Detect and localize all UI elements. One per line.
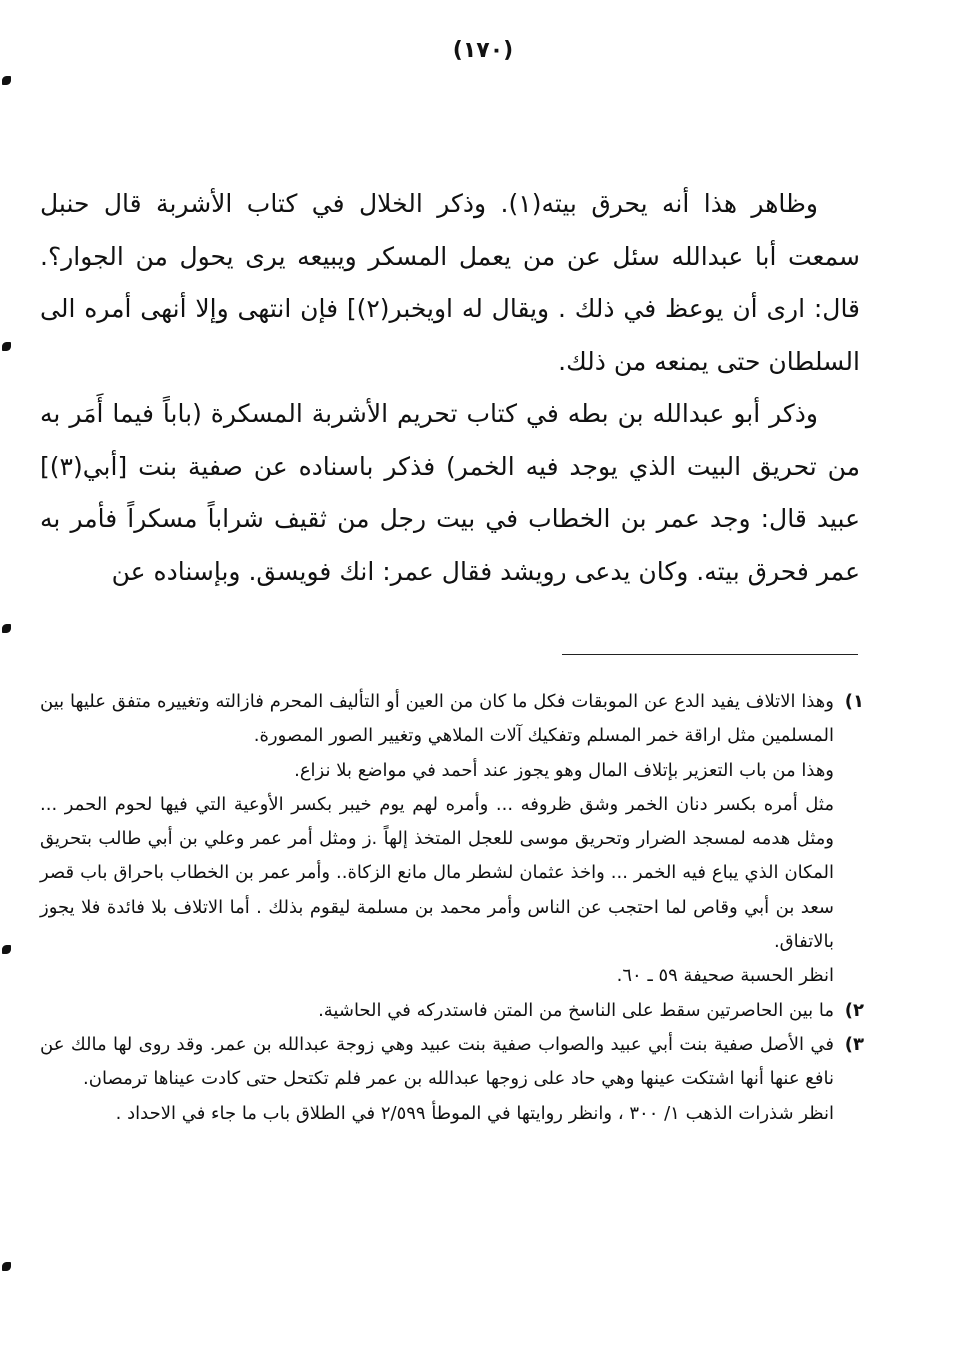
margin-mark bbox=[2, 1262, 11, 1271]
footnote-body bbox=[40, 685, 834, 994]
margin-mark bbox=[2, 342, 11, 351]
footnote-paragraph: انظر شذرات الذهب ١/ ٣٠٠ ، وانظر روايتها في الموطأ ٢/٥٩٩ في الطلاق باب ما جاء في الاحداد . bbox=[115, 1102, 834, 1124]
margin-mark bbox=[2, 624, 11, 633]
footnote-number: ٢) bbox=[844, 999, 864, 1021]
footnote-body bbox=[40, 1028, 834, 1131]
footnote-paragraph: مثل أمره بكسر دنان الخمر وشق ظروفه ... وأمره لهم يوم خيبر بكسر الأوعية التي فيها لحوم الحمر ... ومثل هدمه لمسجد الضرار وتحريق موسى للعجل المتخذ إلهاً .ز ومثل أمر عمر وعلي بن أبي طالب بتحريق المكان الذي يباع فيه الخمر ... واخذ عثمان لشطر مال مانع الزكاة.. وأمر عمر بن الخطاب باحراق باب قصر سعد بن أبي وقاص لما احتجب عن الناس وأمر محمد بن مسلمة ليقوم بذلك . أما الاتلاف بلا فائدة فلا يجوز بالاتفاق. bbox=[40, 793, 834, 953]
footnote-body bbox=[40, 994, 834, 1028]
footnote-separator bbox=[562, 654, 858, 655]
footnote-paragraph: وهذا الاتلاف يفيد الدع عن الموبقات فكل ما كان من العين أو التأليف المحرم فازالته وتغييره متفق عليها بين المسلمين مثل اراقة خمر المسلم وتفكيك آلات الملاهي وتغيير الصور المصورة. bbox=[40, 691, 834, 747]
footnote-1 bbox=[40, 685, 864, 994]
footnote-number: ١) bbox=[844, 691, 864, 712]
main-paragraph-2: وذكر أبو عبدالله بن بطه في كتاب تحريم الأشربة المسكرة (باباً فيما أَمَر به من تحريق البيت الذي يوجد فيه الخمر) فذكر باسناده عن صفية بنت [أبي(٣)] عبيد قال: وجد عمر بن الخطاب في بيت رجل من ثقيف شراباً مسكراً فأمر به عمر فحرق بيته. وكان يدعى رويشد فقال عمر: انك فويسق. وبإسناده عن bbox=[40, 399, 860, 586]
main-paragraph-1: وظاهر هذا أنه يحرق بيته(١). وذكر الخلال في كتاب الأشربة قال حنبل سمعت أبا عبدالله سئل عن من يعمل المسكر ويبيعه يرى يحول من الجوار؟. قال: ارى أن يوعظ في ذلك . ويقال له اويخبر(٢)] فإن انتهى وإلا أنهى أمره الى السلطان حتى يمنعه من ذلك. bbox=[40, 189, 861, 376]
margin-mark bbox=[2, 945, 11, 954]
footnotes bbox=[40, 685, 864, 1131]
footnote-paragraph: انظر الحسبة صحيفة ٥٩ ـ ٦٠. bbox=[616, 965, 834, 987]
footnote-2 bbox=[40, 994, 864, 1028]
footnote-number: ٣) bbox=[844, 1033, 864, 1055]
main-text bbox=[40, 178, 860, 598]
page-number: (١٧٠) bbox=[452, 38, 514, 63]
footnote-paragraph: في الأصل صفية بنت أبي عبيد والصواب صفية بنت عبيد وهي زوجة عبدالله بن عمر. وقد روى لها مالك عن نافع عنها أنها اشتكت عينها وهي حاد على زوجها عبدالله بن عمر فلم تكتحل حتى كادت عيناها ترمصان. bbox=[40, 1033, 834, 1090]
footnote-3 bbox=[40, 1028, 864, 1131]
footnote-paragraph: وهذا من باب التعزير بإتلاف المال وهو يجوز عند أحمد في مواضع بلا نزاع. bbox=[294, 759, 834, 781]
margin-mark bbox=[2, 76, 11, 85]
footnote-paragraph: ما بين الحاصرتين سقط على الناسخ من المتن فاستدركه في الحاشية. bbox=[318, 999, 834, 1021]
